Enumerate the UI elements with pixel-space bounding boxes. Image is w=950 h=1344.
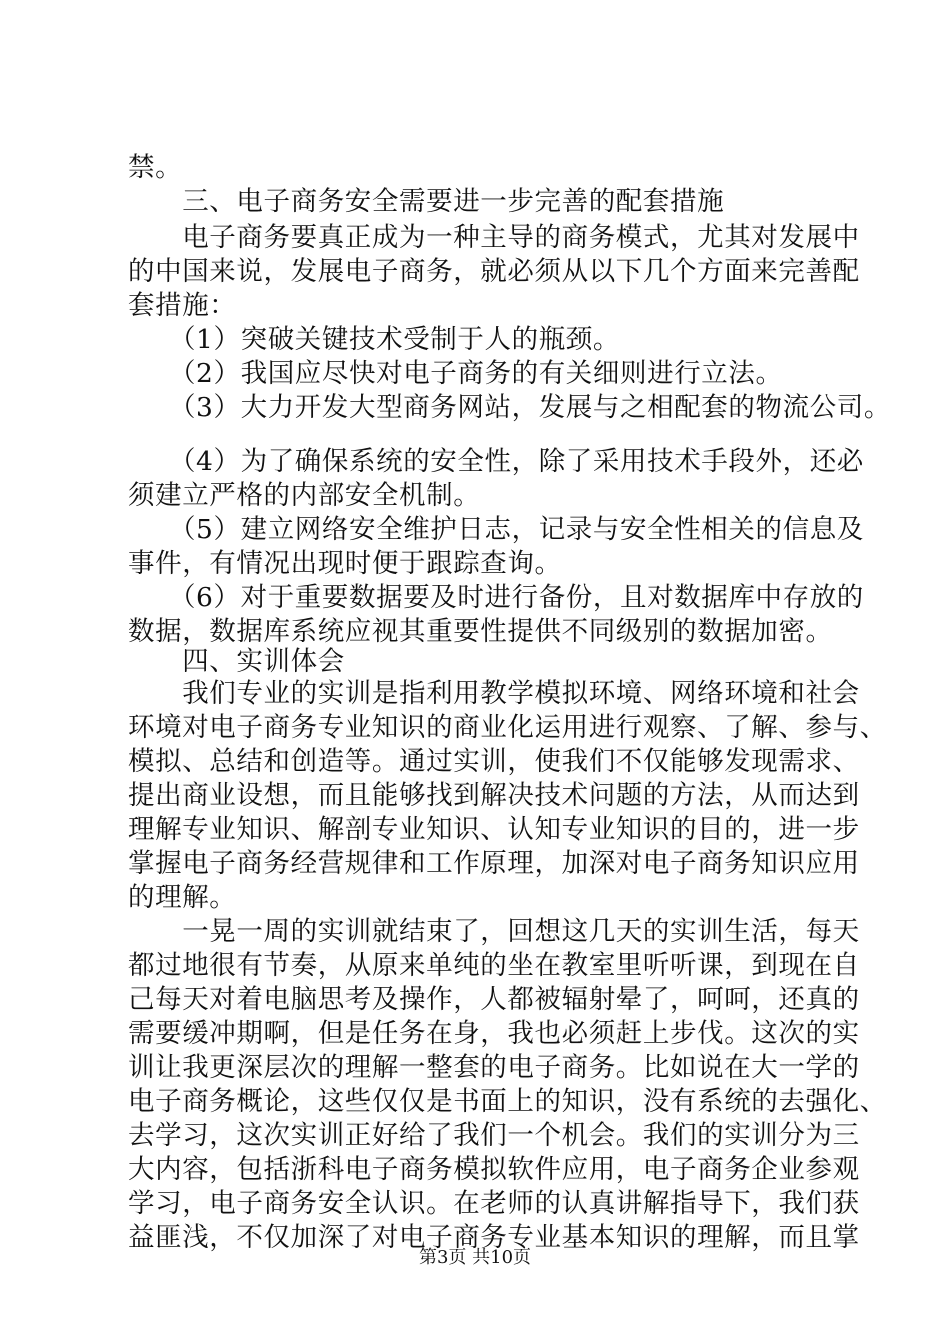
list-item: （6）对于重要数据要及时进行备份，且对数据库中存放的 <box>128 582 864 613</box>
page-footer: 第3页 共10页 <box>418 1247 532 1268</box>
text-line: 掌握电子商务经营规律和工作原理，加深对电子商务知识应用 <box>128 848 860 879</box>
text-line: 益匪浅，不仅加深了对电子商务专业基本知识的理解，而且掌 <box>128 1222 860 1253</box>
text-line: 需要缓冲期啊，但是任务在身，我也必须赶上步伐。这次的实 <box>128 1018 860 1049</box>
text-line: 环境对电子商务专业知识的商业化运用进行观察、了解、参与、 <box>128 712 887 743</box>
text-line: 模拟、总结和创造等。通过实训，使我们不仅能够发现需求、 <box>128 746 860 777</box>
text-line: 大内容，包括浙科电子商务模拟软件应用，电子商务企业参观 <box>128 1154 860 1185</box>
text-line: 学习，电子商务安全认识。在老师的认真讲解指导下，我们获 <box>128 1188 860 1219</box>
text-line: 去学习，这次实训正好给了我们一个机会。我们的实训分为三 <box>128 1120 860 1151</box>
list-item: （4）为了确保系统的安全性，除了采用技术手段外，还必 <box>128 446 864 477</box>
text-line: 的中国来说，发展电子商务，就必须从以下几个方面来完善配 <box>128 256 860 287</box>
text-line: 的理解。 <box>128 882 237 913</box>
text-line: 一晃一周的实训就结束了，回想这几天的实训生活，每天 <box>128 916 860 947</box>
text-line: 己每天对着电脑思考及操作，人都被辐射晕了，呵呵，还真的 <box>128 984 860 1015</box>
list-item: （5）建立网络安全维护日志，记录与安全性相关的信息及 <box>128 514 864 545</box>
text-line: 电子商务概论，这些仅仅是书面上的知识，没有系统的去强化、 <box>128 1086 887 1117</box>
text-line: 训让我更深层次的理解一整套的电子商务。比如说在大一学的 <box>128 1052 860 1083</box>
section-heading: 四、实训体会 <box>128 646 345 677</box>
section-heading: 三、电子商务安全需要进一步完善的配套措施 <box>128 186 725 217</box>
text-line: 理解专业知识、解剖专业知识、认知专业知识的目的，进一步 <box>128 814 860 845</box>
text-line: 电子商务要真正成为一种主导的商务模式，尤其对发展中 <box>128 222 860 253</box>
text-line: 套措施： <box>128 290 237 321</box>
text-line: 禁。 <box>128 152 183 183</box>
text-line: 都过地很有节奏，从原来单纯的坐在教室里听听课，到现在自 <box>128 950 860 981</box>
text-line: 提出商业设想，而且能够找到解决技术问题的方法，从而达到 <box>128 780 860 811</box>
text-line: 事件，有情况出现时便于跟踪查询。 <box>128 548 562 579</box>
text-line: 数据，数据库系统应视其重要性提供不同级别的数据加密。 <box>128 616 833 647</box>
text-line: 我们专业的实训是指利用教学模拟环境、网络环境和社会 <box>128 678 860 709</box>
text-line: 须建立严格的内部安全机制。 <box>128 480 481 511</box>
list-item: （2）我国应尽快对电子商务的有关细则进行立法。 <box>128 358 783 389</box>
list-item: （1）突破关键技术受制于人的瓶颈。 <box>128 324 621 355</box>
list-item: （3）大力开发大型商务网站，发展与之相配套的物流公司。 <box>128 392 892 423</box>
